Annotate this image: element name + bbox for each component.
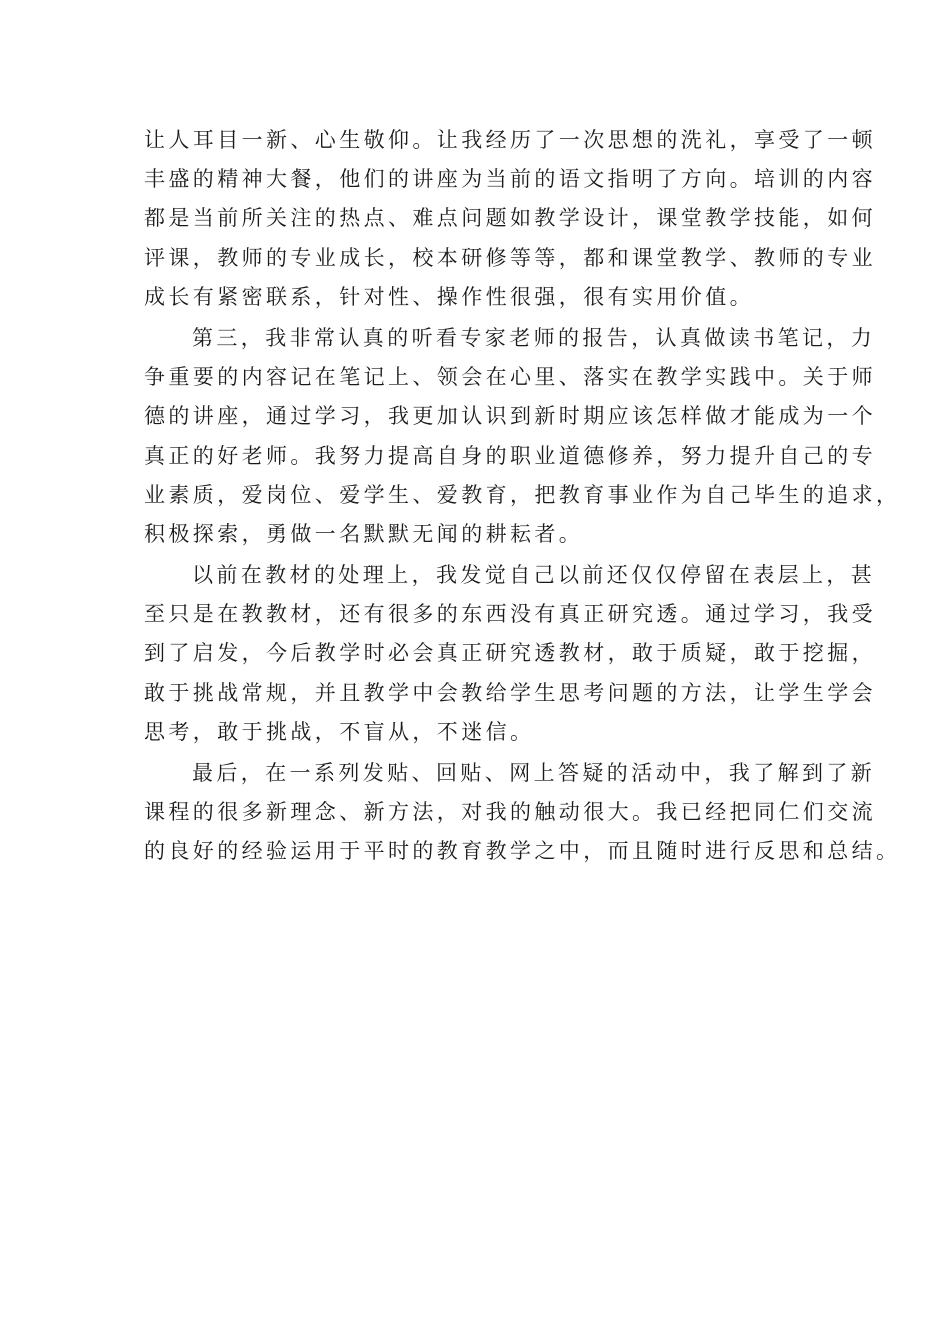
paragraph-1 xyxy=(144,121,876,317)
paragraph-line: 丰盛的精神大餐，他们的讲座为当前的语文指明了方向。培训的内容 xyxy=(144,167,876,192)
paragraph-line: 第三，我非常认真的听看专家老师的报告，认真做读书笔记，力 xyxy=(192,325,876,350)
paragraph-line: 思考，敢于挑战，不盲从，不迷信。 xyxy=(144,719,535,744)
paragraph-line: 课程的很多新理念、新方法，对我的触动很大。我已经把同仁们交流 xyxy=(144,800,876,825)
paragraph-line: 争重要的内容记在笔记上、领会在心里、落实在教学实践中。关于师 xyxy=(144,365,876,390)
paragraph-4 xyxy=(144,754,901,872)
paragraph-line: 的良好的经验运用于平时的教育教学之中，而且随时进行反思和总结。 xyxy=(144,839,901,864)
paragraph-line: 都是当前所关注的热点、难点问题如教学设计，课堂教学技能，如何 xyxy=(144,206,876,231)
paragraph-line: 真正的好老师。我努力提高自身的职业道德修养，努力提升自己的专 xyxy=(144,443,876,468)
paragraph-line: 评课，教师的专业成长，校本研修等等，都和课堂教学、教师的专业 xyxy=(144,245,876,270)
paragraph-line: 积极探索，勇做一名默默无闻的耕耘者。 xyxy=(144,521,584,546)
paragraph-line: 至只是在教教材，还有很多的东西没有真正研究透。通过学习，我受 xyxy=(144,602,876,627)
document-body xyxy=(144,121,901,874)
paragraph-3 xyxy=(144,556,876,752)
paragraph-line: 敢于挑战常规，并且教学中会教给学生思考问题的方法，让学生学会 xyxy=(144,680,876,705)
paragraph-line: 业素质，爱岗位、爱学生、爱教育，把教育事业作为自己毕生的追求， xyxy=(144,482,901,507)
paragraph-line: 以前在教材的处理上，我发觉自己以前还仅仅停留在表层上，甚 xyxy=(192,563,876,588)
paragraph-line: 最后，在一系列发贴、回贴、网上答疑的活动中，我了解到了新 xyxy=(192,761,876,785)
paragraph-line: 成长有紧密联系，针对性、操作性很强，很有实用价值。 xyxy=(144,284,754,309)
paragraph-line: 让人耳目一新、心生敬仰。让我经历了一次思想的洗礼，享受了一顿 xyxy=(144,128,876,152)
paragraph-line: 到了启发，今后教学时必会真正研究透教材，敢于质疑，敢于挖掘， xyxy=(144,641,876,666)
paragraph-2 xyxy=(144,319,901,554)
paragraph-line: 德的讲座，通过学习，我更加认识到新时期应该怎样做才能成为一个 xyxy=(144,404,876,429)
